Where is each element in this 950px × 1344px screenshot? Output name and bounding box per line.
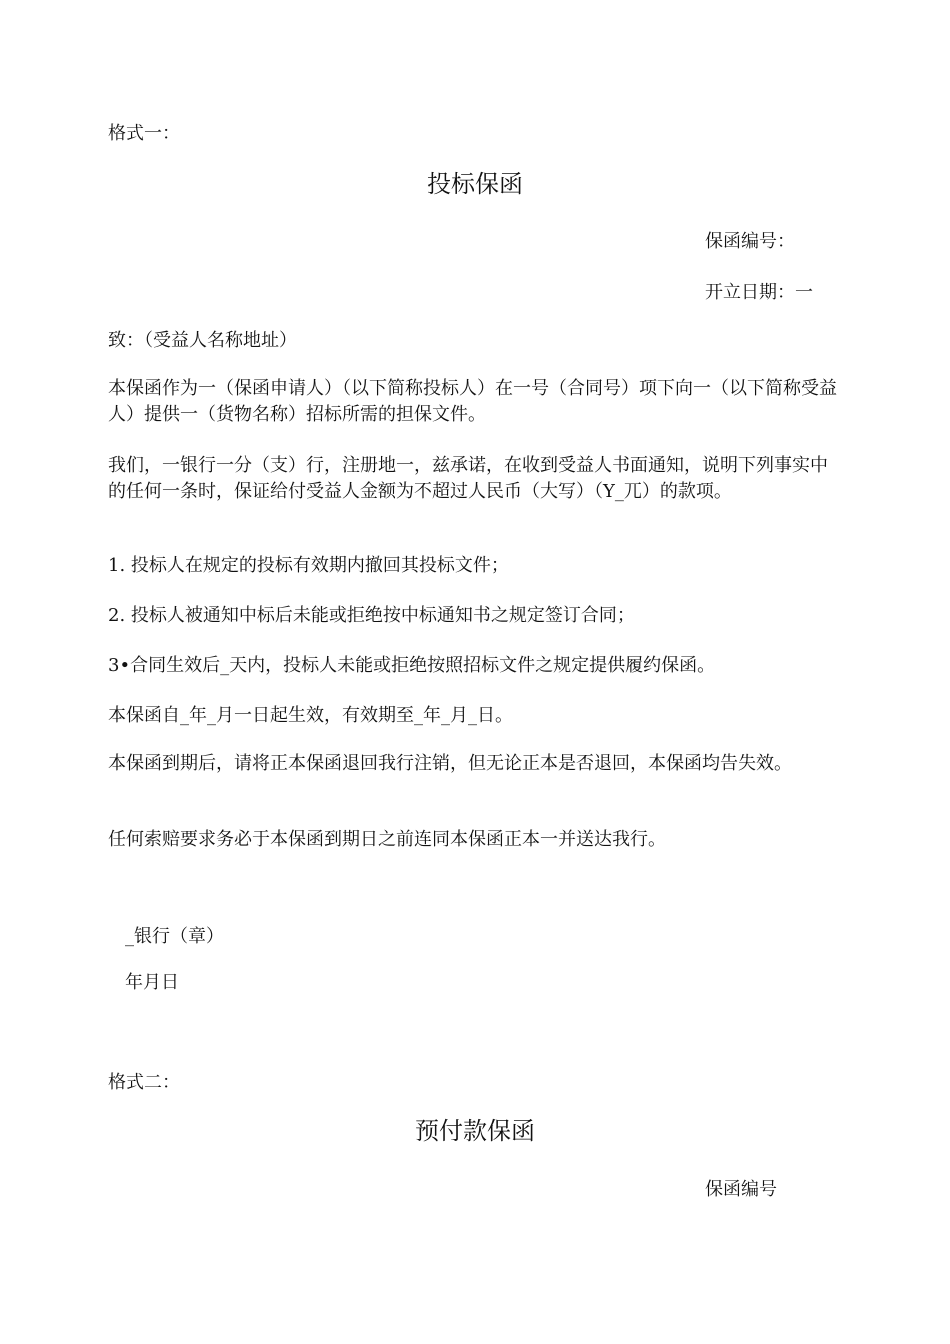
issue-date-label: 开立日期：一 [705,282,813,303]
list-item: 2. 投标人被通知中标后未能或拒绝按中标通知书之规定签订合同； [108,605,635,626]
claim-line: 任何索赔要求务必于本保函到期日之前连同本保函正本一并送达我行。 [108,829,666,850]
list-item: 3•合同生效后_天内，投标人未能或拒绝按照招标文件之规定提供履约保函。 [108,655,716,676]
validity-line: 本保函自_年_月一日起生效，有效期至_年_月_日。 [108,705,513,726]
signature-date-line: 年月日 [125,972,179,993]
paragraph-expiry: 本保函到期后，请将正本保函退回我行注销，但无论正本是否退回，本保函均告失效。 [108,753,792,774]
format1-title: 投标保函 [427,170,523,198]
bank-seal-line: _银行（章） [125,926,224,947]
paragraph-purpose: 本保函作为一（保函申请人）（以下简称投标人）在一号（合同号）项下向一（以下简称受益人）提供一（货物名称）招标所需的担保文件。 [108,378,837,425]
format1-label: 格式一： [108,123,180,144]
format2-label: 格式二： [108,1072,180,1093]
format2-guarantee-number-label: 保函编号 [705,1179,777,1200]
guarantee-number-label: 保函编号： [705,231,795,252]
paragraph-undertaking: 我们，一银行一分（支）行，注册地一，兹承诺，在收到受益人书面通知，说明下列事实中的任何一条时，保证给付受益人金额为不超过人民币（大写）（Y_兀）的款项。 [108,455,828,502]
list-item: 1. 投标人在规定的投标有效期内撤回其投标文件； [108,555,509,576]
format2-title: 预付款保函 [415,1117,535,1145]
addressee-line: 致：（受益人名称地址） [108,330,297,351]
